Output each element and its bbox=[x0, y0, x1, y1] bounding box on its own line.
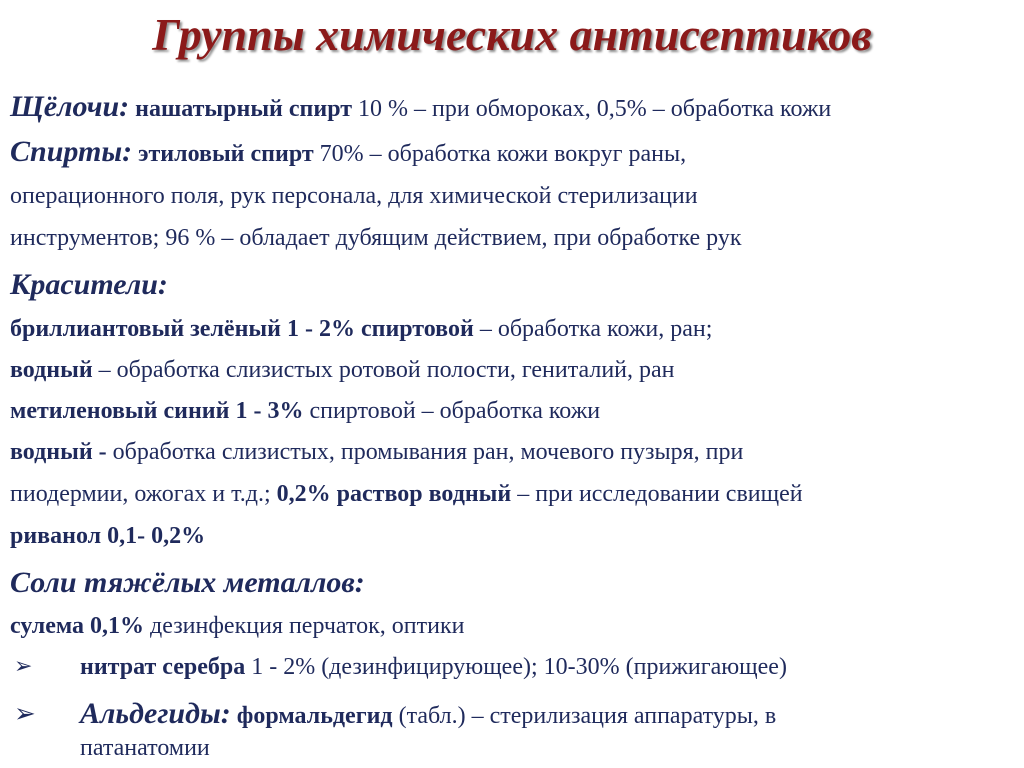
alcohols-line-1 bbox=[10, 135, 686, 169]
dyes-line-3-text: спиртовой – обработка кожи bbox=[303, 398, 601, 424]
slide-title: Группы химических антисептиков bbox=[152, 9, 872, 60]
dyes-line-2 bbox=[10, 357, 675, 384]
dyes-brilliant-green: бриллиантовый зелёный 1 - 2% спиртовой bbox=[10, 316, 474, 342]
dyes-line-1 bbox=[10, 316, 712, 343]
metals-sublimate: сулема 0,1% bbox=[10, 613, 145, 639]
aldehydes-formaldehyde: формальдегид bbox=[236, 703, 393, 729]
metals-silver-nitrate: нитрат серебра bbox=[80, 654, 246, 680]
dyes-aqueous-solution: 0,2% раствор водный bbox=[276, 481, 512, 507]
dyes-rivanol: риванол 0,1- 0,2% bbox=[10, 523, 206, 549]
alkali-name: нашатырный спирт bbox=[135, 96, 353, 122]
dyes-line-3 bbox=[10, 398, 600, 425]
arrow-bullet-icon: ➢ bbox=[14, 654, 33, 679]
aldehydes-text-1: (табл.) – стерилизация аппаратуры, в bbox=[392, 703, 777, 729]
aldehydes-line-1 bbox=[80, 697, 776, 731]
metals-line-1-text: дезинфекция перчаток, оптики bbox=[144, 613, 465, 639]
dyes-line-4-text: обработка слизистых, промывания ран, мочевого пузыря, при bbox=[106, 439, 744, 465]
dyes-aqueous-2: водный - bbox=[10, 439, 107, 465]
alkali-heading: Щёлочи: bbox=[10, 90, 130, 123]
dyes-line-5 bbox=[10, 481, 803, 508]
alcohols-line-3: инструментов; 96 % – обладает дубящим действием, при обработке рук bbox=[10, 225, 742, 251]
metals-line-2 bbox=[80, 654, 787, 681]
alkali-line bbox=[10, 90, 831, 124]
metals-line-1 bbox=[10, 613, 464, 640]
dyes-methylene-blue: метиленовый синий 1 - 3% bbox=[10, 398, 304, 424]
aldehydes-heading: Альдегиды: bbox=[80, 697, 231, 730]
dyes-line-2-text: – обработка слизистых ротовой полости, гениталий, ран bbox=[92, 357, 675, 383]
dyes-line-1-text: – обработка кожи, ран; bbox=[473, 316, 713, 342]
alkali-text: 10 % – при обмороках, 0,5% – обработка кожи bbox=[352, 96, 832, 122]
alcohols-line-2: операционного поля, рук персонала, для химической стерилизации bbox=[10, 183, 698, 209]
dyes-line-5-text-2: – при исследовании свищей bbox=[511, 481, 803, 507]
arrow-bullet-icon: ➢ bbox=[14, 699, 36, 729]
dyes-heading: Красители: bbox=[10, 268, 168, 301]
dyes-line-6 bbox=[10, 523, 205, 550]
alcohols-heading: Спирты: bbox=[10, 135, 133, 168]
dyes-aqueous-1: водный bbox=[10, 357, 93, 383]
metals-heading: Соли тяжёлых металлов: bbox=[10, 566, 365, 599]
aldehydes-line-2: патанатомии bbox=[80, 735, 210, 761]
dyes-line-4 bbox=[10, 439, 743, 466]
alcohols-text-1: 70% – обработка кожи вокруг раны, bbox=[313, 141, 687, 167]
dyes-line-5-text-1: пиодермии, ожогах и т.д.; bbox=[10, 481, 277, 507]
metals-line-2-text: 1 - 2% (дезинфицирующее); 10-30% (прижигающее) bbox=[245, 654, 787, 680]
alcohols-name: этиловый спирт bbox=[138, 141, 314, 167]
